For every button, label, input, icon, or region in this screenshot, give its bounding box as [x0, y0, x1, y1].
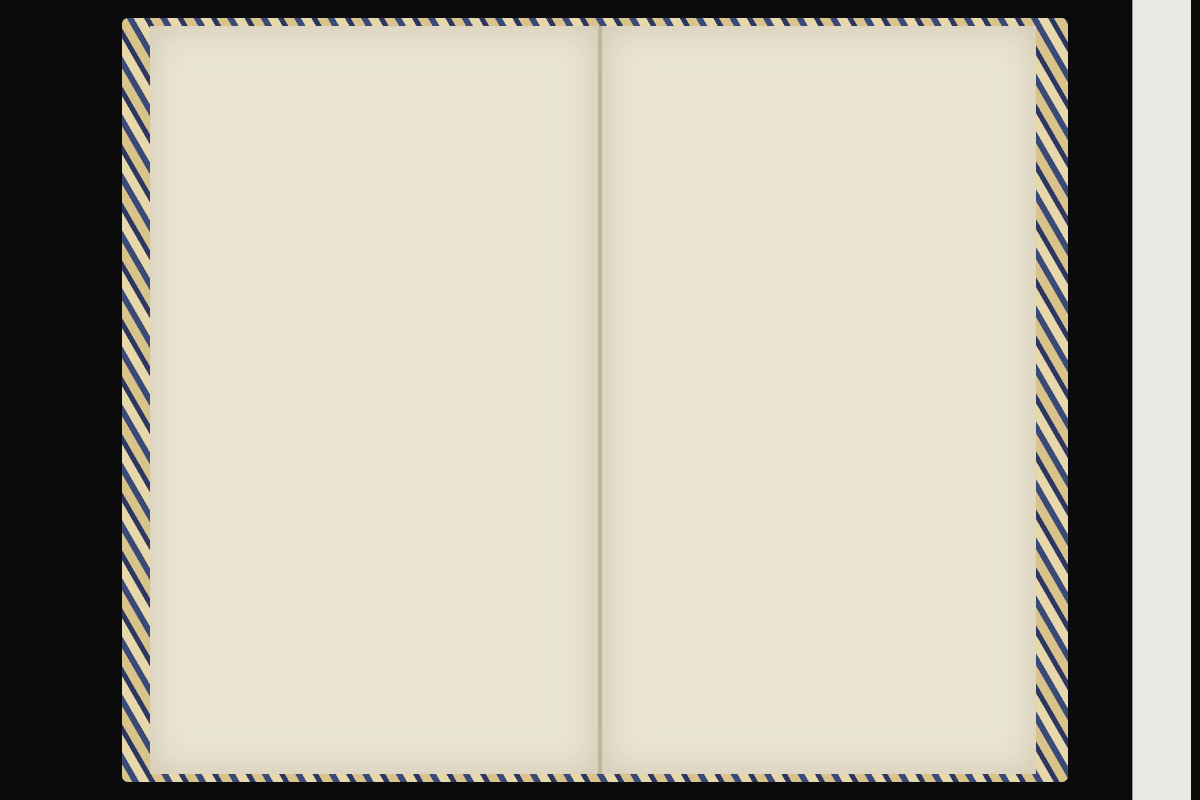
- left-page: [150, 26, 600, 774]
- measuring-ruler: [1132, 0, 1191, 800]
- right-page: [600, 26, 1036, 774]
